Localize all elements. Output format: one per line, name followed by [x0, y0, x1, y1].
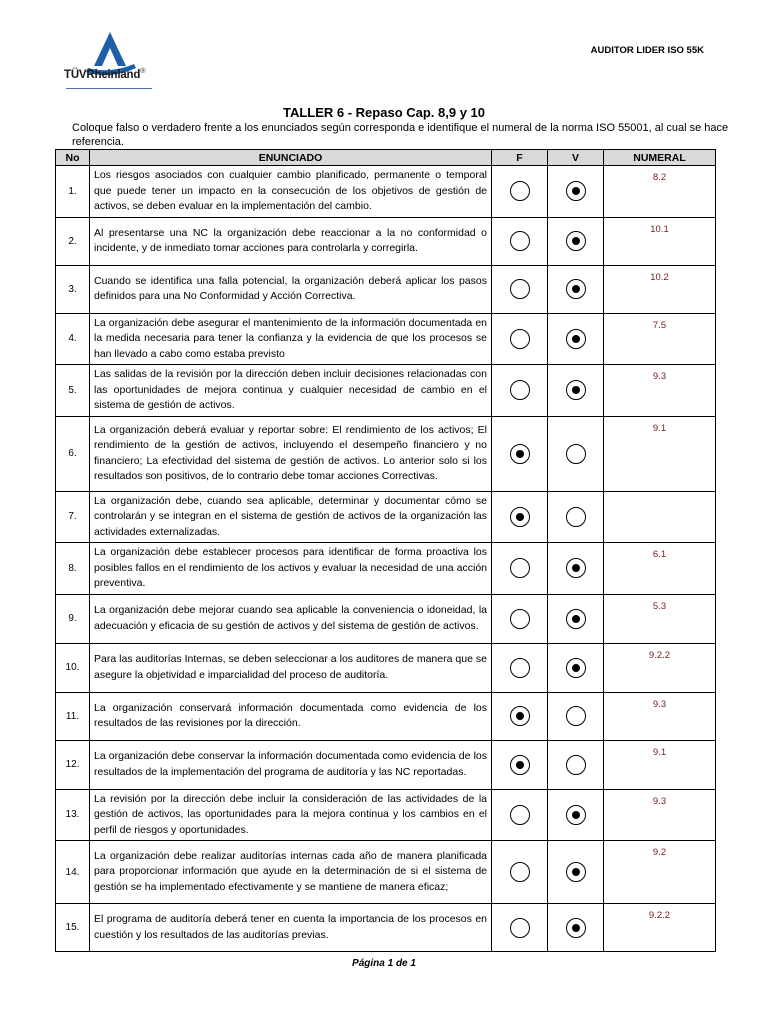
true-radio[interactable] — [566, 706, 586, 726]
logo-wordmark: TÜVRheinland® — [64, 68, 146, 81]
column-header-statement: ENUNCIADO — [90, 150, 492, 166]
statement-text: La organización debe asegurar el mantenimiento de la información documentada en la medida necesaria para tener la confianza y la evidencia de que los procesos se han llevado a cabo como estaba previsto — [90, 313, 492, 365]
numeral-cell: 7.5 — [604, 313, 716, 365]
statement-text: La organización debe conservar la información documentada como evidencia de los resultados de la implementación del programa de auditoría y las NC reportadas. — [90, 740, 492, 789]
false-cell — [492, 365, 548, 417]
row-number: 7. — [56, 491, 90, 543]
true-cell — [548, 643, 604, 692]
statement-text: Las salidas de la revisión por la dirección deben incluir decisiones relacionadas con las oportunidades de mejora continua y cualquier necesidad de cambio en el sistema de gestión de activos. — [90, 365, 492, 417]
page-title: TALLER 6 - Repaso Cap. 8,9 y 10 — [282, 105, 486, 120]
numeral-cell: 10.2 — [604, 265, 716, 313]
instructions-text: Coloque falso o verdadero frente a los enunciados según corresponda e identifique el numeral de la norma ISO 55001, al cual se hace referencia. — [72, 122, 729, 148]
table-row — [56, 365, 716, 417]
table-row — [56, 166, 716, 218]
table-row — [56, 217, 716, 265]
false-radio[interactable] — [510, 706, 530, 726]
false-radio[interactable] — [510, 181, 530, 201]
false-cell — [492, 543, 548, 595]
true-cell — [548, 365, 604, 417]
table-row — [56, 904, 716, 952]
row-number: 3. — [56, 265, 90, 313]
false-cell — [492, 313, 548, 365]
table-row — [56, 313, 716, 365]
true-radio[interactable] — [566, 805, 586, 825]
false-radio[interactable] — [510, 755, 530, 775]
true-cell — [548, 217, 604, 265]
numeral-cell: 5.3 — [604, 594, 716, 643]
row-number: 10. — [56, 643, 90, 692]
row-number: 2. — [56, 217, 90, 265]
table-row — [56, 692, 716, 740]
numeral-cell: 9.2.2 — [604, 643, 716, 692]
document-label: AUDITOR LIDER ISO 55K — [590, 45, 704, 56]
false-radio[interactable] — [510, 380, 530, 400]
table-row — [56, 740, 716, 789]
false-cell — [492, 491, 548, 543]
false-radio[interactable] — [510, 279, 530, 299]
true-radio[interactable] — [566, 329, 586, 349]
statement-text: Al presentarse una NC la organización debe reaccionar a la no conformidad o incidente, y de inmediato tomar acciones para controlarla y corregirla. — [90, 217, 492, 265]
table-row — [56, 416, 716, 491]
true-radio[interactable] — [566, 279, 586, 299]
numeral-cell: 10.1 — [604, 217, 716, 265]
true-cell — [548, 166, 604, 218]
true-cell — [548, 313, 604, 365]
true-radio[interactable] — [566, 507, 586, 527]
table-row — [56, 643, 716, 692]
true-radio[interactable] — [566, 862, 586, 882]
numeral-cell: 9.2 — [604, 841, 716, 904]
row-number: 6. — [56, 416, 90, 491]
true-radio[interactable] — [566, 558, 586, 578]
false-cell — [492, 740, 548, 789]
true-radio[interactable] — [566, 231, 586, 251]
false-cell — [492, 904, 548, 952]
true-cell — [548, 740, 604, 789]
false-radio[interactable] — [510, 609, 530, 629]
row-number: 4. — [56, 313, 90, 365]
true-cell — [548, 543, 604, 595]
table-row — [56, 265, 716, 313]
false-radio[interactable] — [510, 918, 530, 938]
column-header-numeral: NUMERAL — [604, 150, 716, 166]
statement-text: La organización debe, cuando sea aplicable, determinar y documentar cómo se controlarán y se integran en el sistema de gestión de activos de la organización las actividades externalizadas. — [90, 491, 492, 543]
false-radio[interactable] — [510, 658, 530, 678]
false-cell — [492, 416, 548, 491]
false-radio[interactable] — [510, 558, 530, 578]
row-number: 15. — [56, 904, 90, 952]
false-cell — [492, 789, 548, 841]
statement-text: La organización debe realizar auditorías internas cada año de manera planificada para proporcionar información que ayude en la determinación de si el sistema de gestión se ha implementado efectivamente y se mantiene de manera eficaz; — [90, 841, 492, 904]
numeral-cell: 9.3 — [604, 692, 716, 740]
true-cell — [548, 265, 604, 313]
true-cell — [548, 594, 604, 643]
table-row — [56, 491, 716, 543]
row-number: 8. — [56, 543, 90, 595]
numeral-cell: 8.2 — [604, 166, 716, 218]
statement-text: La organización deberá evaluar y reportar sobre: El rendimiento de los activos; El rendimiento de la gestión de activos, incluyendo el desempeño financiero y no financiero; La efectividad del sistema de gestión de activos. Lo anterior solo si los resultados son positivos, de lo contrario debe tomar acciones Correctivas. — [90, 416, 492, 491]
true-cell — [548, 416, 604, 491]
true-radio[interactable] — [566, 380, 586, 400]
true-cell — [548, 789, 604, 841]
table-row — [56, 841, 716, 904]
table-row — [56, 543, 716, 595]
statement-text: La organización debe mejorar cuando sea aplicable la conveniencia o idoneidad, la adecuación y eficacia de su gestión de activos y del sistema de gestión de activos. — [90, 594, 492, 643]
statement-text: La organización debe establecer procesos para identificar de forma proactiva los posibles fallos en el rendimiento de los activos y evaluar la necesidad de una acción preventiva. — [90, 543, 492, 595]
false-radio[interactable] — [510, 231, 530, 251]
true-radio[interactable] — [566, 755, 586, 775]
table-header-row — [56, 150, 716, 166]
row-number: 9. — [56, 594, 90, 643]
false-cell — [492, 594, 548, 643]
false-radio[interactable] — [510, 329, 530, 349]
true-cell — [548, 491, 604, 543]
false-cell — [492, 643, 548, 692]
row-number: 5. — [56, 365, 90, 417]
row-number: 11. — [56, 692, 90, 740]
page-footer: Página 1 de 1 — [352, 958, 416, 969]
numeral-cell: 6.1 — [604, 543, 716, 595]
true-cell — [548, 904, 604, 952]
statement-text: La organización conservará información documentada como evidencia de los resultados de las revisiones por la dirección. — [90, 692, 492, 740]
numeral-cell: 9.3 — [604, 365, 716, 417]
true-cell — [548, 841, 604, 904]
table-row — [56, 594, 716, 643]
row-number: 1. — [56, 166, 90, 218]
statement-text: El programa de auditoría deberá tener en cuenta la importancia de los procesos en cuestión y los resultados de las auditorías previas. — [90, 904, 492, 952]
true-radio[interactable] — [566, 918, 586, 938]
true-false-table — [55, 149, 716, 952]
row-number: 14. — [56, 841, 90, 904]
false-radio[interactable] — [510, 805, 530, 825]
column-header-no: No — [56, 150, 90, 166]
numeral-cell: 9.3 — [604, 789, 716, 841]
false-cell — [492, 692, 548, 740]
false-radio[interactable] — [510, 862, 530, 882]
true-radio[interactable] — [566, 658, 586, 678]
logo-underline — [66, 88, 152, 89]
numeral-cell: 9.2.2 — [604, 904, 716, 952]
false-cell — [492, 265, 548, 313]
row-number: 12. — [56, 740, 90, 789]
column-header-false: F — [492, 150, 548, 166]
tuv-rheinland-logo — [62, 24, 162, 96]
statement-text: Los riesgos asociados con cualquier cambio planificado, permanente o temporal que puede tener un impacto en la consecución de los objetivos de gestión de activos, se deben evaluar en la implementación del cambio. — [90, 166, 492, 218]
true-radio[interactable] — [566, 609, 586, 629]
table-row — [56, 789, 716, 841]
row-number: 13. — [56, 789, 90, 841]
numeral-cell: 9.1 — [604, 416, 716, 491]
true-radio[interactable] — [566, 181, 586, 201]
statement-text: Cuando se identifica una falla potencial, la organización deberá aplicar los pasos definidos para una No Conformidad y Acción Correctiva. — [90, 265, 492, 313]
statement-text: Para las auditorías Internas, se deben seleccionar a los auditores de manera que se asegure la objetividad e imparcialidad del proceso de auditoría. — [90, 643, 492, 692]
true-cell — [548, 692, 604, 740]
numeral-cell — [604, 491, 716, 543]
statement-text: La revisión por la dirección debe incluir la consideración de las actividades de la gestión de activos, las oportunidades para la mejora continua y los cambios en el perfil de riesgos y oportunidades. — [90, 789, 492, 841]
false-cell — [492, 841, 548, 904]
false-cell — [492, 166, 548, 218]
true-radio[interactable] — [566, 444, 586, 464]
numeral-cell: 9.1 — [604, 740, 716, 789]
column-header-true: V — [548, 150, 604, 166]
false-radio[interactable] — [510, 507, 530, 527]
false-radio[interactable] — [510, 444, 530, 464]
false-cell — [492, 217, 548, 265]
